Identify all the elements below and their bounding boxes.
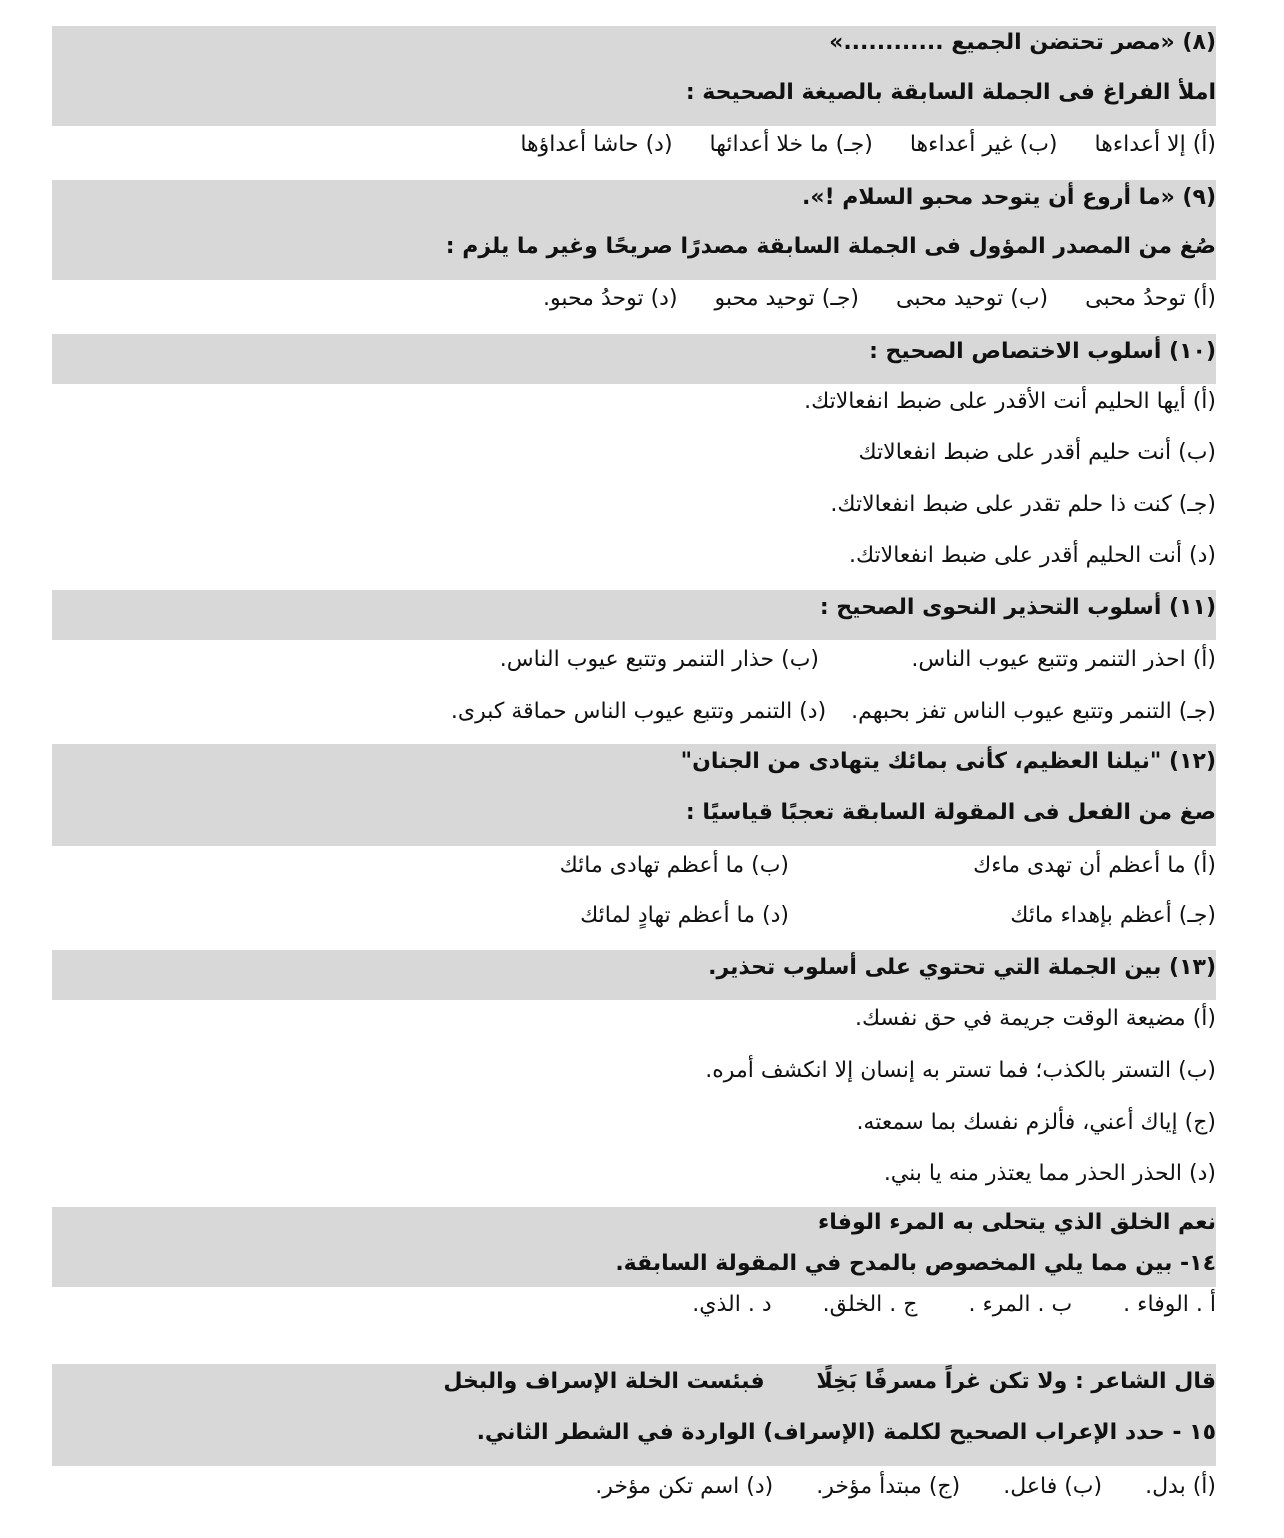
q15-option-d[interactable]: (د) اسم تكن مؤخر. (595, 1474, 774, 1499)
q9-instruction: صُغ من المصدر المؤول فى الجملة السابقة مصدرًا صريحًا وغير ما يلزم : (445, 234, 1216, 259)
q14-quote: نعم الخلق الذي يتحلى به المرء الوفاء (818, 1210, 1216, 1235)
q12-options-row-1 (52, 851, 1216, 881)
q13-option-b[interactable]: (ب) التستر بالكذب؛ فما تستر به إنسان إلا انكشف أمره. (705, 1058, 1216, 1083)
q11-options-row-2 (52, 697, 1216, 727)
q15-quote-first-hemistich: قال الشاعر : ولا تكن غراً مسرفًا بَخِلًا (816, 1369, 1216, 1394)
q15-option-c[interactable]: (ج) مبتدأ مؤخر. (816, 1474, 961, 1499)
q8-option-a[interactable]: (أ) إلا أعداءها (1094, 132, 1216, 157)
q10-option-b[interactable]: (ب) أنت حليم أقدر على ضبط انفعالاتك (858, 440, 1216, 465)
q10-option-a[interactable]: (أ) أيها الحليم أنت الأقدر على ضبط انفعالاتك. (804, 389, 1216, 414)
q15-option-a[interactable]: (أ) بدل. (1145, 1474, 1216, 1499)
q14-option-d[interactable]: د . الذي. (692, 1292, 772, 1317)
q12-option-d[interactable]: (د) ما أعظم تهادٍ لمائك (580, 903, 789, 928)
q14-title: ١٤- بين مما يلي المخصوص بالمدح في المقولة السابقة. (615, 1251, 1216, 1276)
q15-options (52, 1472, 1216, 1502)
q10-option-d[interactable]: (د) أنت الحليم أقدر على ضبط انفعالاتك. (849, 543, 1216, 568)
q9-option-a[interactable]: (أ) توحدُ محبى (1085, 286, 1216, 311)
q8-option-c[interactable]: (جـ) ما خلا أعدائها (709, 132, 873, 157)
q13-option-d[interactable]: (د) الحذر الحذر مما يعتذر منه يا بني. (883, 1161, 1216, 1186)
q15-title: ١٥ - حدد الإعراب الصحيح لكلمة (الإسراف) الواردة في الشطر الثاني. (476, 1420, 1216, 1445)
q9-options (52, 284, 1216, 314)
q14-option-c[interactable]: ج . الخلق. (822, 1292, 918, 1317)
q9-option-c[interactable]: (جـ) توحيد محبو (714, 286, 860, 311)
q9-title: (٩) «ما أروع أن يتوحد محبو السلام !». (802, 185, 1216, 210)
q9-option-d[interactable]: (د) توحدُ محبو. (542, 286, 678, 311)
q13-option-c[interactable]: (ج) إياك أعني، فألزم نفسك بما سمعته. (856, 1110, 1216, 1135)
q11-option-a[interactable]: (أ) احذر التنمر وتتبع عيوب الناس. (911, 647, 1216, 672)
q11-option-d[interactable]: (د) التنمر وتتبع عيوب الناس حماقة كبرى. (450, 699, 827, 724)
q12-option-a[interactable]: (أ) ما أعظم أن تهدى ماءك (973, 853, 1216, 878)
q14-option-b[interactable]: ب . المرء . (968, 1292, 1073, 1317)
q12-option-b[interactable]: (ب) ما أعظم تهادى مائك (559, 853, 789, 878)
q11-title: (١١) أسلوب التحذير النحوى الصحيح : (819, 595, 1216, 620)
q11-options-row-1 (52, 645, 1216, 675)
q12-options-row-2 (52, 901, 1216, 931)
q8-options (52, 130, 1216, 160)
q10-title: (١٠) أسلوب الاختصاص الصحيح : (869, 339, 1216, 364)
q10-option-c[interactable]: (جـ) كنت ذا حلم تقدر على ضبط انفعالاتك. (830, 492, 1216, 517)
q15-option-b[interactable]: (ب) فاعل. (1003, 1474, 1103, 1499)
q12-option-c[interactable]: (جـ) أعظم بإهداء مائك (1010, 903, 1216, 928)
q13-option-a[interactable]: (أ) مضيعة الوقت جريمة في حق نفسك. (854, 1006, 1216, 1031)
q14-option-a[interactable]: أ . الوفاء . (1123, 1292, 1216, 1317)
q8-option-d[interactable]: (د) حاشا أعداؤها (520, 132, 673, 157)
q13-title: (١٣) بين الجملة التي تحتوي على أسلوب تحذير. (708, 955, 1216, 980)
q15-quote-second-hemistich: فبئست الخلة الإسراف والبخل (443, 1369, 765, 1394)
q15-quote (52, 1367, 1216, 1397)
q11-option-c[interactable]: (جـ) التنمر وتتبع عيوب الناس تفز بحبهم. (851, 699, 1216, 724)
q8-title: (٨) «مصر تحتضن الجميع ............» (829, 30, 1216, 55)
q11-option-b[interactable]: (ب) حذار التنمر وتتبع عيوب الناس. (499, 647, 819, 672)
q12-instruction: صغ من الفعل فى المقولة السابقة تعجبًا قياسيًا : (685, 800, 1216, 825)
q8-option-b[interactable]: (ب) غير أعداءها (909, 132, 1058, 157)
q9-option-b[interactable]: (ب) توحيد محبى (896, 286, 1049, 311)
q14-options (52, 1290, 1216, 1320)
q8-instruction: املأ الفراغ فى الجملة السابقة بالصيغة الصحيحة : (685, 80, 1216, 105)
q12-title: (١٢) "نيلنا العظيم، كأنى بمائك يتهادى من الجنان" (680, 749, 1216, 774)
